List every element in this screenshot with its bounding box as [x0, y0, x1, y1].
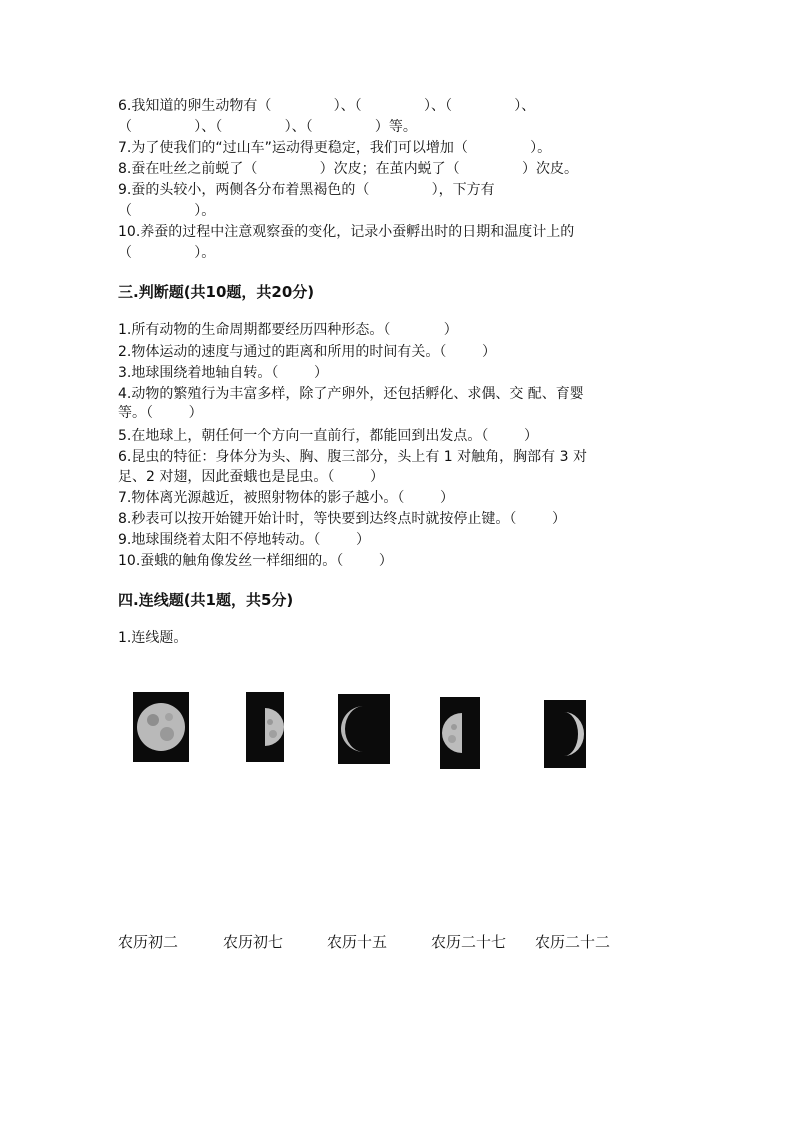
label-lunar-day-22: 农历二十二 [535, 933, 611, 951]
judge-question-10: 10.蚕蛾的触角像发丝一样细细的。（ ） [118, 553, 393, 569]
judge-question-6-line-1: 6.昆虫的特征：身体分为头、胸、腹三部分，头上有 1 对触角，胸部有 3 对 [118, 449, 587, 465]
fill-question-10-line-1: 10.养蚕的过程中注意观察蚕的变化，记录小蚕孵出时的日期和温度计上的 [118, 224, 575, 240]
fill-question-6-line-2: （ ）、（ ）、（ ）等。 [118, 119, 417, 135]
judge-question-6-line-2: 足、2 对翅，因此蚕蛾也是昆虫。（ ） [118, 469, 384, 485]
half-moon-photo [440, 697, 480, 769]
judge-question-5: 5.在地球上，朝任何一个方向一直前行，都能回到出发点。（ ） [118, 428, 538, 444]
fill-question-9-line-2: （ ）。 [118, 203, 216, 219]
judge-question-4-line-2: 等。（ ） [118, 405, 203, 421]
label-lunar-day-2: 农历初二 [118, 933, 179, 951]
first-quarter-moon-photo [246, 692, 284, 762]
full-moon-photo [133, 692, 189, 762]
fill-question-7: 7.为了使我们的“过山车”运动得更稳定，我们可以增加（ ）。 [118, 140, 552, 156]
section-4-title: 四.连线题(共1题，共5分) [118, 591, 294, 609]
label-lunar-day-27: 农历二十七 [431, 933, 507, 951]
waning-crescent-moon-photo [544, 700, 586, 768]
waxing-crescent-moon-photo [338, 694, 390, 764]
judge-question-4-line-1: 4.动物的繁殖行为丰富多样，除了产卵外，还包括孵化、求偶、交 配、育婴 [118, 386, 584, 402]
judge-question-2: 2.物体运动的速度与通过的距离和所用的时间有关。（ ） [118, 344, 496, 360]
fill-question-6-line-1: 6.我知道的卵生动物有（ ）、（ ）、（ ）、 [118, 98, 536, 114]
judge-question-7: 7.物体离光源越近，被照射物体的影子越小。（ ） [118, 490, 454, 506]
fill-question-8: 8.蚕在吐丝之前蜕了（ ）次皮；在茧内蜕了（ ）次皮。 [118, 161, 578, 177]
section-3-title: 三.判断题(共10题，共20分) [118, 283, 315, 301]
judge-question-3: 3.地球围绕着地轴自转。（ ） [118, 365, 328, 381]
judge-question-9: 9.地球围绕着太阳不停地转动。（ ） [118, 532, 370, 548]
label-lunar-day-15: 农历十五 [327, 933, 388, 951]
match-question-1: 1.连线题。 [118, 630, 188, 646]
fill-question-9-line-1: 9.蚕的头较小，两侧各分布着黑褐色的（ ），下方有 [118, 182, 495, 198]
fill-question-10-line-2: （ ）。 [118, 245, 216, 261]
judge-question-8: 8.秒表可以按开始键开始计时，等快要到达终点时就按停止键。（ ） [118, 511, 566, 527]
judge-question-1: 1.所有动物的生命周期都要经历四种形态。（ ） [118, 322, 458, 338]
label-lunar-day-7: 农历初七 [223, 933, 284, 951]
